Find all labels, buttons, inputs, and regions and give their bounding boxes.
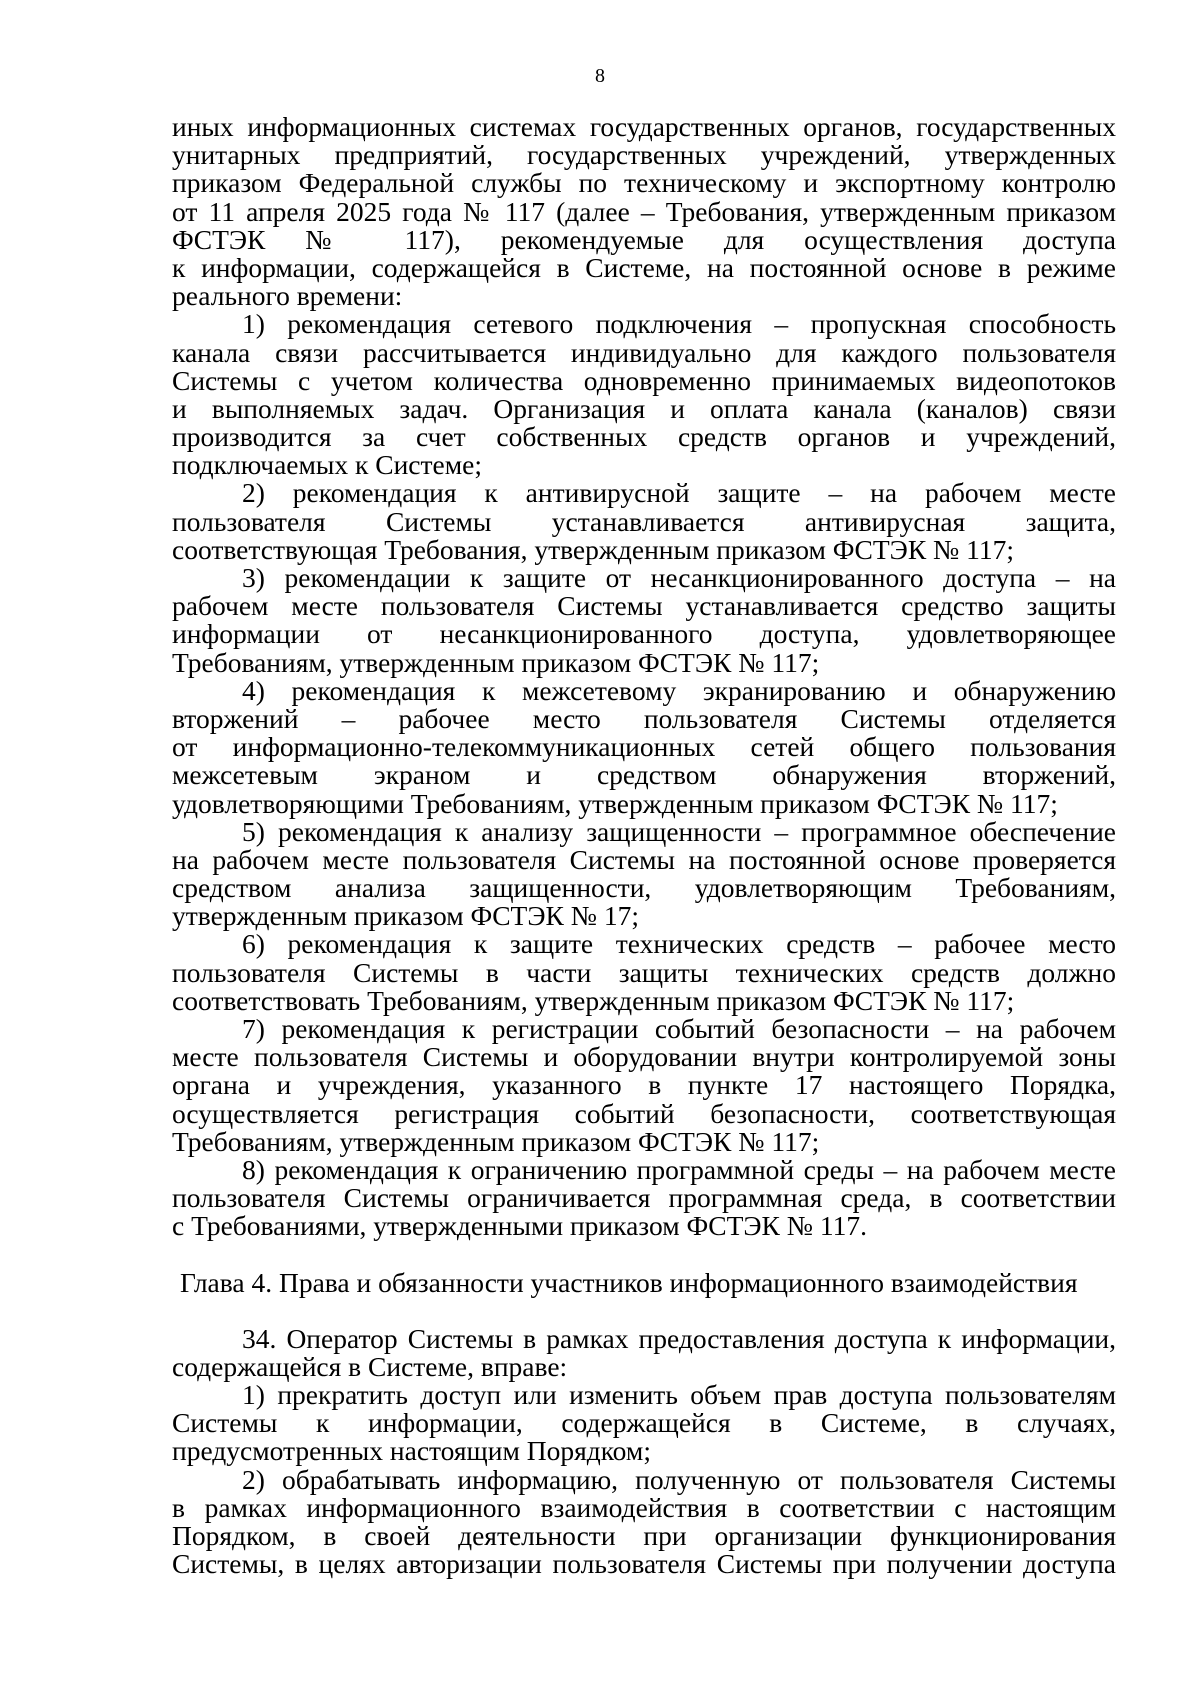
- text-line: канала связи рассчитывается индивидуально для каждого пользователя: [172, 336, 1116, 368]
- text-line: 1) прекратить доступ или изменить объем прав доступа пользователям: [242, 1379, 1116, 1411]
- text-line: 7) рекомендация к регистрации событий безопасности – на рабочем: [242, 1013, 1116, 1044]
- text-line: на рабочем месте пользователя Системы на постоянной основе проверяется: [172, 843, 1116, 875]
- text-line: Порядком, в своей деятельности при организации функционирования: [172, 1520, 1116, 1551]
- recommendation-item: [172, 1015, 1116, 1156]
- chapter-heading: Глава 4. Права и обязанности участников информационного взаимодействия: [180, 1266, 1078, 1298]
- text-line: соответствующая Требования, утвержденным приказом ФСТЭК № 117;: [172, 533, 1015, 565]
- text-line: подключаемых к Системе;: [172, 449, 482, 481]
- text-line: приказом Федеральной службы по техническому и экспортному контролю: [172, 167, 1116, 199]
- spacer: [172, 1297, 1116, 1325]
- text-line: пользователя Системы ограничивается программная среда, в соответствии: [172, 1182, 1116, 1214]
- text-line: 6) рекомендация к защите технических средств – рабочее место: [242, 928, 1116, 960]
- text-line: рабочем месте пользователя Системы устанавливается средство защиты: [172, 590, 1116, 622]
- text-line: межсетевым экраном и средством обнаружения вторжений,: [172, 759, 1116, 791]
- text-line: Системы к информации, содержащейся в Системе, в случаях,: [172, 1407, 1116, 1439]
- text-line: пользователя Системы в части защиты технических средств должно: [172, 956, 1116, 988]
- text-line: иных информационных системах государственных органов, государственных: [172, 111, 1116, 142]
- text-line: от информационно-телекоммуникационных сетей общего пользования: [172, 731, 1116, 763]
- text-line: к информации, содержащейся в Системе, на постоянной основе в режиме: [172, 251, 1116, 283]
- text-line: 4) рекомендация к межсетевому экранированию и обнаружению: [242, 674, 1116, 706]
- text-line: от 11 апреля 2025 года № 117 (далее – Требования, утвержденным приказом: [172, 195, 1116, 227]
- text-line: ФСТЭК № 117), рекомендуемые для осуществления доступа: [172, 223, 1116, 255]
- text-line: содержащейся в Системе, вправе:: [172, 1350, 568, 1382]
- spacer: [172, 1241, 1116, 1269]
- text-line: с Требованиями, утвержденными приказом ФСТЭК № 117.: [172, 1210, 867, 1242]
- text-line: Системы, в целях авторизации пользователя Системы при получении доступа: [172, 1548, 1116, 1580]
- text-line: Требованиям, утвержденным приказом ФСТЭК № 117;: [172, 1125, 820, 1157]
- recommendation-item: [172, 564, 1116, 677]
- recommendation-item: [172, 815, 1116, 932]
- recommendation-item: [172, 930, 1116, 1015]
- text-line: в рамках информационного взаимодействия в соответствии с настоящим: [172, 1491, 1116, 1523]
- intro-paragraph: [172, 113, 1116, 310]
- section-34-item: [172, 1463, 1116, 1580]
- text-line: соответствовать Требованиям, утвержденным приказом ФСТЭК № 117;: [172, 984, 1015, 1016]
- text-line: 2) обрабатывать информацию, полученную от пользователя Системы: [242, 1463, 1116, 1495]
- page-number: 8: [595, 65, 605, 87]
- recommendation-item: [172, 674, 1116, 819]
- recommendation-item: [172, 1153, 1116, 1242]
- recommendation-item: [172, 310, 1116, 479]
- recommendation-item: [172, 479, 1116, 564]
- text-line: информации от несанкционированного доступа, удовлетворяющее: [172, 618, 1116, 650]
- text-line: 5) рекомендация к анализу защищенности – программное обеспечение: [242, 815, 1116, 847]
- text-line: Системы с учетом количества одновременно принимаемых видеопотоков: [172, 364, 1116, 396]
- text-line: производится за счет собственных средств органов и учреждений,: [172, 421, 1116, 453]
- text-line: Требованиям, утвержденным приказом ФСТЭК № 117;: [172, 646, 820, 678]
- section-34-item: [172, 1381, 1116, 1466]
- text-line: осуществляется регистрация событий безопасности, соответствующая: [172, 1097, 1116, 1129]
- text-line: 1) рекомендация сетевого подключения – пропускная способность: [242, 308, 1116, 340]
- text-line: предусмотренных настоящим Порядком;: [172, 1435, 651, 1467]
- text-line: вторжений – рабочее место пользователя Системы отделяется: [172, 702, 1116, 734]
- text-line: удовлетворяющими Требованиям, утвержденным приказом ФСТЭК № 117;: [172, 787, 1058, 819]
- text-line: унитарных предприятий, государственных учреждений, утвержденных: [172, 139, 1116, 171]
- text-line: органа и учреждения, указанного в пункте 17 настоящего Порядка,: [172, 1069, 1116, 1101]
- text-line: реального времени:: [172, 280, 403, 312]
- document-body: [172, 113, 1116, 1578]
- text-line: утвержденным приказом ФСТЭК № 17;: [172, 900, 639, 932]
- text-line: месте пользователя Системы и оборудовании внутри контролируемой зоны: [172, 1041, 1116, 1073]
- text-line: 34. Оператор Системы в рамках предоставления доступа к информации,: [242, 1322, 1116, 1354]
- section-34: [172, 1322, 1116, 1382]
- text-line: средством анализа защищенности, удовлетворяющим Требованиям,: [172, 872, 1116, 904]
- text-line: 8) рекомендация к ограничению программной среды – на рабочем месте: [242, 1153, 1116, 1185]
- text-line: 3) рекомендации к защите от несанкционированного доступа – на: [242, 562, 1116, 593]
- text-line: 2) рекомендация к антивирусной защите – на рабочем месте: [242, 477, 1116, 509]
- text-line: пользователя Системы устанавливается антивирусная защита,: [172, 505, 1116, 537]
- text-line: и выполняемых задач. Организация и оплата канала (каналов) связи: [172, 392, 1116, 424]
